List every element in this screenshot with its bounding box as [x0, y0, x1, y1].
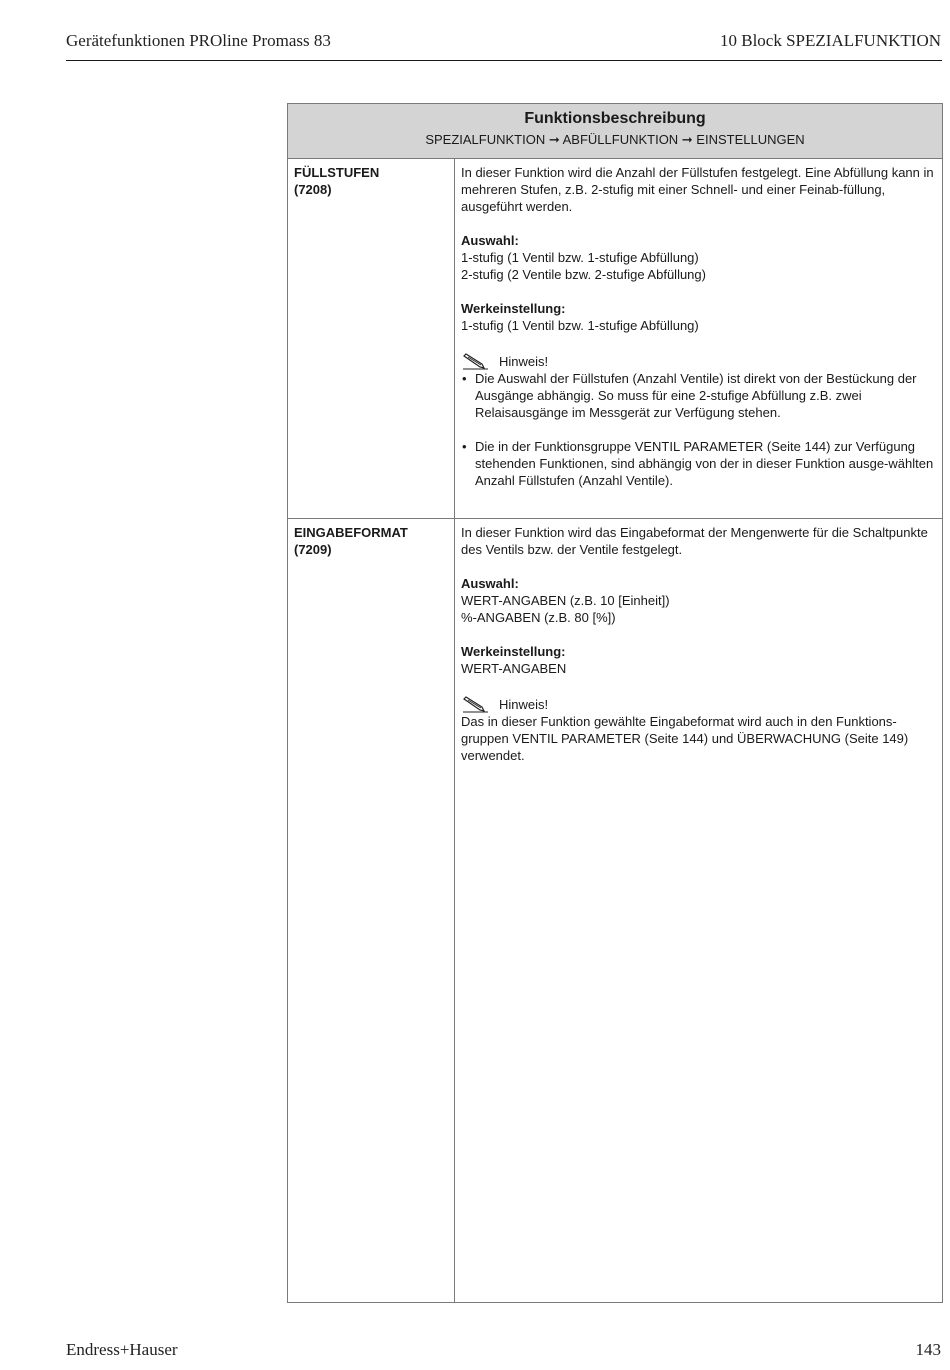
note-header — [461, 696, 936, 713]
note-text: Das in dieser Funktion gewählte Eingabeformat wird auch in den Funktions-gruppen VENTIL PARAMETER (Seite 144) und ÜBERWACHUNG (Seite 149) verwendet. — [461, 714, 909, 763]
footer-brand: Endress+Hauser — [66, 1340, 178, 1359]
function-code: (7208) — [294, 182, 332, 197]
description-text: In dieser Funktion wird die Anzahl der Füllstufen festgelegt. Eine Abfüllung kann in mehreren Stufen, z.B. 2-stufig mit einer Schnell- und einer Feinab-füllung, ausgeführt werden. — [461, 165, 934, 214]
selection-block — [461, 575, 936, 626]
function-name: FÜLLSTUFEN — [294, 165, 380, 180]
default-label: Werkeinstellung: — [461, 644, 566, 659]
table-header — [288, 104, 942, 159]
default-label: Werkeinstellung: — [461, 301, 566, 316]
note-list — [461, 370, 936, 489]
function-description-cell — [455, 159, 942, 518]
pencil-note-icon — [461, 353, 491, 370]
table-row — [288, 519, 942, 1302]
selection-option: 2-stufig (2 Ventile bzw. 2-stufige Abfüllung) — [461, 267, 706, 282]
list-item: • Die in der Funktionsgruppe VENTIL PARAMETER (Seite 144) zur Verfügung stehenden Funktionen, sind abhängig von der in dieser Funktion ausge-wählten Anzahl Füllstufen (Anzahl Ventile). — [461, 438, 936, 489]
default-block — [461, 643, 936, 677]
note-label: Hinweis! — [499, 354, 549, 369]
function-description-cell — [455, 519, 942, 1302]
default-value: 1-stufig (1 Ventil bzw. 1-stufige Abfüllung) — [461, 318, 699, 333]
default-value: WERT-ANGABEN — [461, 661, 567, 676]
pencil-note-icon — [461, 696, 491, 713]
function-name-cell — [288, 159, 455, 518]
selection-label: Auswahl: — [461, 576, 519, 591]
breadcrumb: SPEZIALFUNKTION ➞ ABFÜLLFUNKTION ➞ EINSTELLUNGEN — [425, 132, 805, 147]
selection-block — [461, 232, 936, 283]
page-number: 143 — [915, 1340, 941, 1359]
function-name-cell — [288, 519, 455, 1302]
list-item: • Die Auswahl der Füllstufen (Anzahl Ventile) ist direkt von der Bestückung der Ausgänge abhängig. So muss für eine 2-stufige Abfüllung z.B. zwei Relaisausgänge im Messgerät zur Verfügung stehen. — [461, 370, 936, 421]
note-header — [461, 353, 936, 370]
table-title: Funktionsbeschreibung — [524, 110, 706, 127]
selection-label: Auswahl: — [461, 233, 519, 248]
description-text: In dieser Funktion wird das Eingabeformat der Mengenwerte für die Schaltpunkte des Ventils bzw. der Ventile festgelegt. — [461, 525, 928, 557]
selection-option: WERT-ANGABEN (z.B. 10 [Einheit]) — [461, 593, 670, 608]
function-description-table — [287, 103, 943, 1303]
note-label: Hinweis! — [499, 697, 549, 712]
selection-option: 1-stufig (1 Ventil bzw. 1-stufige Abfüllung) — [461, 250, 699, 265]
function-name: EINGABEFORMAT — [294, 525, 408, 540]
function-code: (7209) — [294, 542, 332, 557]
running-header-title: Gerätefunktionen PROline Promass 83 — [66, 31, 331, 50]
running-header-section: 10 Block SPEZIALFUNKTION — [720, 31, 941, 50]
default-block — [461, 300, 936, 334]
selection-option: %-ANGABEN (z.B. 80 [%]) — [461, 610, 616, 625]
header-divider — [66, 60, 942, 61]
table-row — [288, 159, 942, 519]
